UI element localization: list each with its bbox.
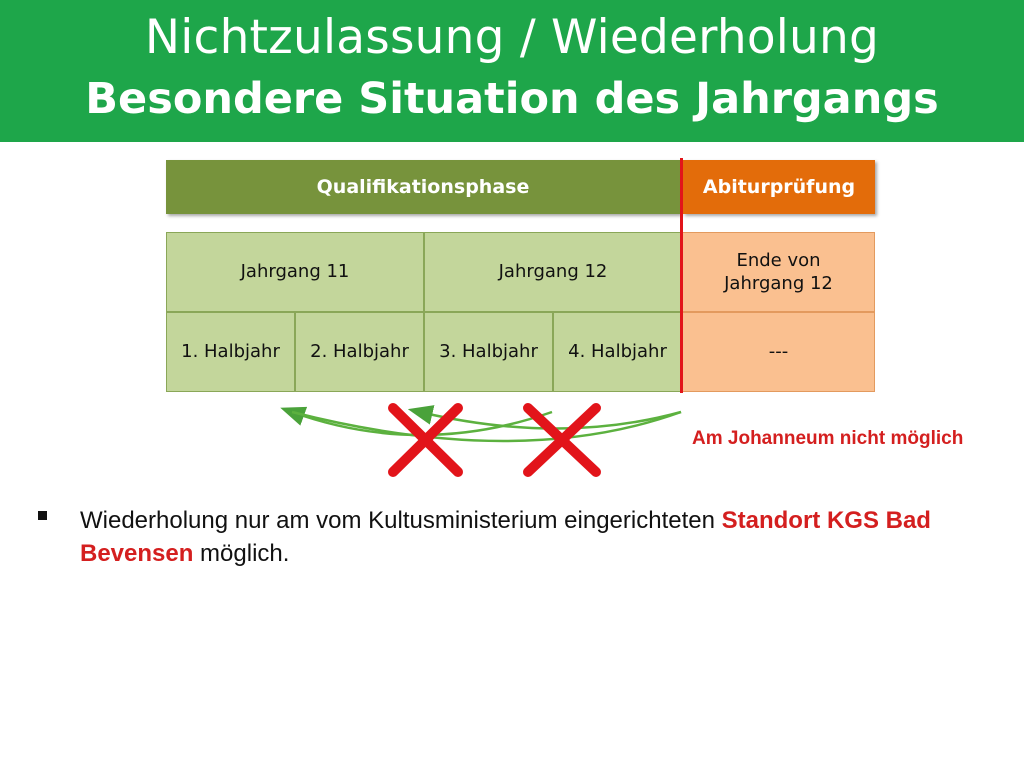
cell-ende-jahrgang-12: Ende von Jahrgang 12 — [682, 232, 875, 312]
cell-jahrgang-12: Jahrgang 12 — [424, 232, 682, 312]
cell-jahrgang-11: Jahrgang 11 — [166, 232, 424, 312]
header-qualifikationsphase: Qualifikationsphase — [166, 160, 680, 214]
cell-abitur-halbjahr: --- — [682, 312, 875, 392]
bullet-highlight: Standort KGS Bad Bevensen — [80, 507, 931, 567]
bullet-text-part2: möglich. — [193, 540, 290, 567]
bullet-text — [80, 504, 980, 570]
bullet-square-icon — [38, 511, 47, 520]
bullet-text-part1: Wiederholung nur am vom Kultusministerium eingerichteten — [80, 507, 722, 534]
page-subtitle: Besondere Situation des Jahrgangs — [85, 74, 939, 124]
not-possible-note: Am Johanneum nicht möglich — [692, 428, 964, 449]
header-abiturpruefung: Abiturprüfung — [683, 160, 875, 214]
arrow-back-long — [292, 412, 681, 441]
cell-halbjahr-4: 4. Halbjahr — [553, 312, 682, 392]
page-title: Nichtzulassung / Wiederholung — [144, 10, 880, 65]
cell-halbjahr-1: 1. Halbjahr — [166, 312, 295, 392]
cell-halbjahr-2: 2. Halbjahr — [295, 312, 424, 392]
cell-halbjahr-3: 3. Halbjahr — [424, 312, 553, 392]
